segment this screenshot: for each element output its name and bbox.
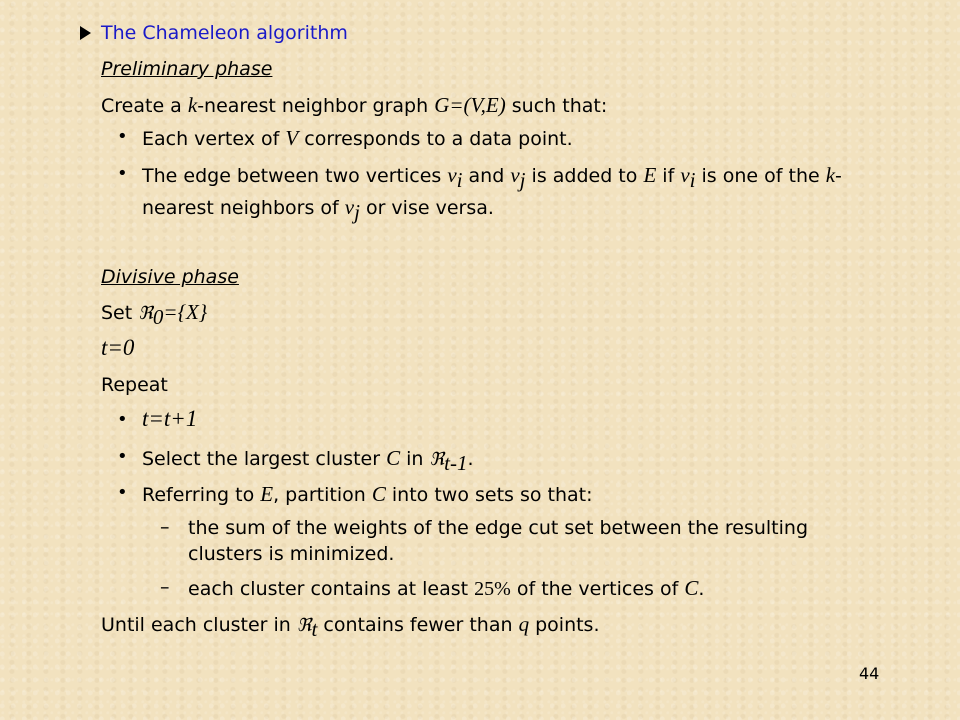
- select-cluster-line: Select the largest cluster C in ℜ$_{t-1}$.: [142, 446, 474, 475]
- bullet-1: •: [117, 126, 128, 147]
- bullet-4: •: [117, 446, 128, 467]
- page-number: 44: [859, 664, 880, 683]
- bullet-edge-line-1: The edge between two vertices $v_i$ and $v_j$ is added to E if $v_i$ is one of the k-: [142, 163, 842, 192]
- dash-1: –: [160, 516, 170, 538]
- divisive-title: Divisive phase: [101, 266, 239, 288]
- heading-arrow-icon: [80, 26, 91, 40]
- set-line: Set ℜ$_0$={X}: [101, 300, 208, 329]
- vertex-percent-line: each cluster contains at least 25% of the vertices of C.: [188, 576, 705, 600]
- slide-heading: The Chameleon algorithm: [101, 22, 348, 44]
- bullet-3: •: [117, 409, 128, 430]
- t-zero-line: t=0: [101, 335, 135, 360]
- bullet-5: •: [117, 482, 128, 503]
- dash-2: –: [160, 576, 170, 598]
- bullet-edge-line-2: nearest neighbors of $v_j$ or vise versa.: [142, 195, 494, 224]
- until-line: Until each cluster in ℜ$_t$ contains fewer than q points.: [101, 612, 600, 641]
- partition-line: Referring to E, partition C into two sets so that:: [142, 482, 593, 506]
- increment-line: t=t+1: [142, 406, 198, 431]
- cut-set-line-1: the sum of the weights of the edge cut set between the resulting: [188, 517, 809, 539]
- bullet-2: •: [117, 163, 128, 184]
- preliminary-title: Preliminary phase: [101, 58, 273, 80]
- repeat-line: Repeat: [101, 374, 168, 396]
- bullet-vertex-line: Each vertex of V corresponds to a data point.: [142, 126, 573, 150]
- cut-set-line-2: clusters is minimized.: [188, 543, 395, 565]
- create-graph-line: Create a k-nearest neighbor graph G=(V,E) such that:: [101, 93, 608, 117]
